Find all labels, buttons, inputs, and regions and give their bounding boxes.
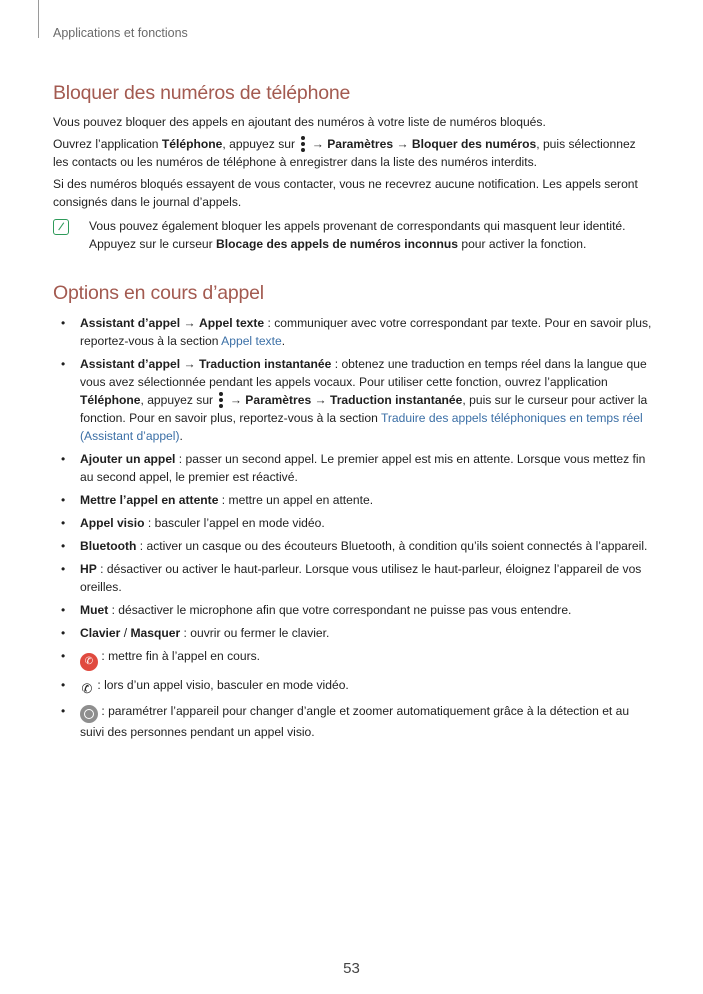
- more-options-icon: [218, 391, 224, 408]
- end-call-icon: ✆: [80, 653, 98, 671]
- list-item: • Assistant d’appel → Appel texte : communiquer avec votre correspondant par texte. Pour en savoir plus, reportez-vous à la section Appel texte.: [53, 314, 653, 350]
- list-item: • Appel visio : basculer l’appel en mode vidéo.: [53, 514, 653, 532]
- list-item: • Clavier / Masquer : ouvrir ou fermer le clavier.: [53, 624, 653, 642]
- list-item: • ✆ : lors d’un appel visio, basculer en mode vidéo.: [53, 676, 653, 697]
- page-number: 53: [343, 960, 360, 977]
- paragraph-instructions: Ouvrez l’application Téléphone, appuyez sur → Paramètres → Bloquer des numéros, puis sélectionnez les contacts ou les numéros de téléphone à enregistrer dans la liste des numéros interdits.: [53, 137, 636, 169]
- more-options-icon: [300, 135, 306, 152]
- list-item: • Assistant d’appel → Traduction instantanée : obtenez une traduction en temps réel dans la langue que vous avez sélectionnée pendant les appels vocaux. Pour utiliser cette fonction, ouvrez l’application Téléphone, appuyez sur → Paramètres → Traduction instantanée, puis sur le curseur pour activer la fonction. Pour en savoir plus, reportez-vous à la section Traduire des appels téléphoniques en temps réel (Assistant d’appel).: [53, 355, 653, 445]
- video-call-icon: ✆: [81, 681, 93, 696]
- paragraph-notification: Si des numéros bloqués essayent de vous contacter, vous ne recevrez aucune notification. Les appels seront consignés dans le journal d’appels.: [53, 177, 638, 209]
- note-text: Vous pouvez également bloquer les appels provenant de correspondants qui masquent leur identité. Appuyez sur le curseur Blocage des appels de numéros inconnus pour activer la fonction.: [89, 219, 626, 251]
- section-title-block-numbers: Bloquer des numéros de téléphone: [53, 82, 351, 104]
- note-block: [53, 217, 653, 253]
- link-appel-texte[interactable]: Appel texte: [221, 334, 282, 348]
- list-item: • : paramétrer l’appareil pour changer d’angle et zoomer automatiquement grâce à la détection et au suivi des personnes pendant un appel visio.: [53, 702, 653, 741]
- note-pencil-icon: [53, 219, 69, 235]
- margin-rule: [38, 0, 39, 38]
- list-item: • Bluetooth : activer un casque ou des écouteurs Bluetooth, à condition qu’ils soient connectés à l’appareil.: [53, 537, 653, 555]
- list-item: • ✆ : mettre fin à l’appel en cours.: [53, 647, 653, 671]
- call-options-list: [53, 314, 653, 741]
- auto-framing-icon: [80, 705, 98, 723]
- link-traduire-appels[interactable]: Traduire des appels téléphoniques en temps réel (Assistant d’appel): [80, 411, 643, 443]
- section-title-call-options: Options en cours d’appel: [53, 282, 264, 304]
- paragraph-intro: Vous pouvez bloquer des appels en ajoutant des numéros à votre liste de numéros bloqués.: [53, 115, 546, 129]
- page-content: [53, 80, 653, 746]
- breadcrumb: Applications et fonctions: [53, 26, 188, 40]
- list-item: • HP : désactiver ou activer le haut-parleur. Lorsque vous utilisez le haut-parleur, éloignez l’appareil de vos oreilles.: [53, 560, 653, 596]
- list-item: • Mettre l’appel en attente : mettre un appel en attente.: [53, 491, 653, 509]
- list-item: • Ajouter un appel : passer un second appel. Le premier appel est mis en attente. Lorsque vous mettez fin au second appel, le premier est réactivé.: [53, 450, 653, 486]
- list-item: • Muet : désactiver le microphone afin que votre correspondant ne puisse pas vous entendre.: [53, 601, 653, 619]
